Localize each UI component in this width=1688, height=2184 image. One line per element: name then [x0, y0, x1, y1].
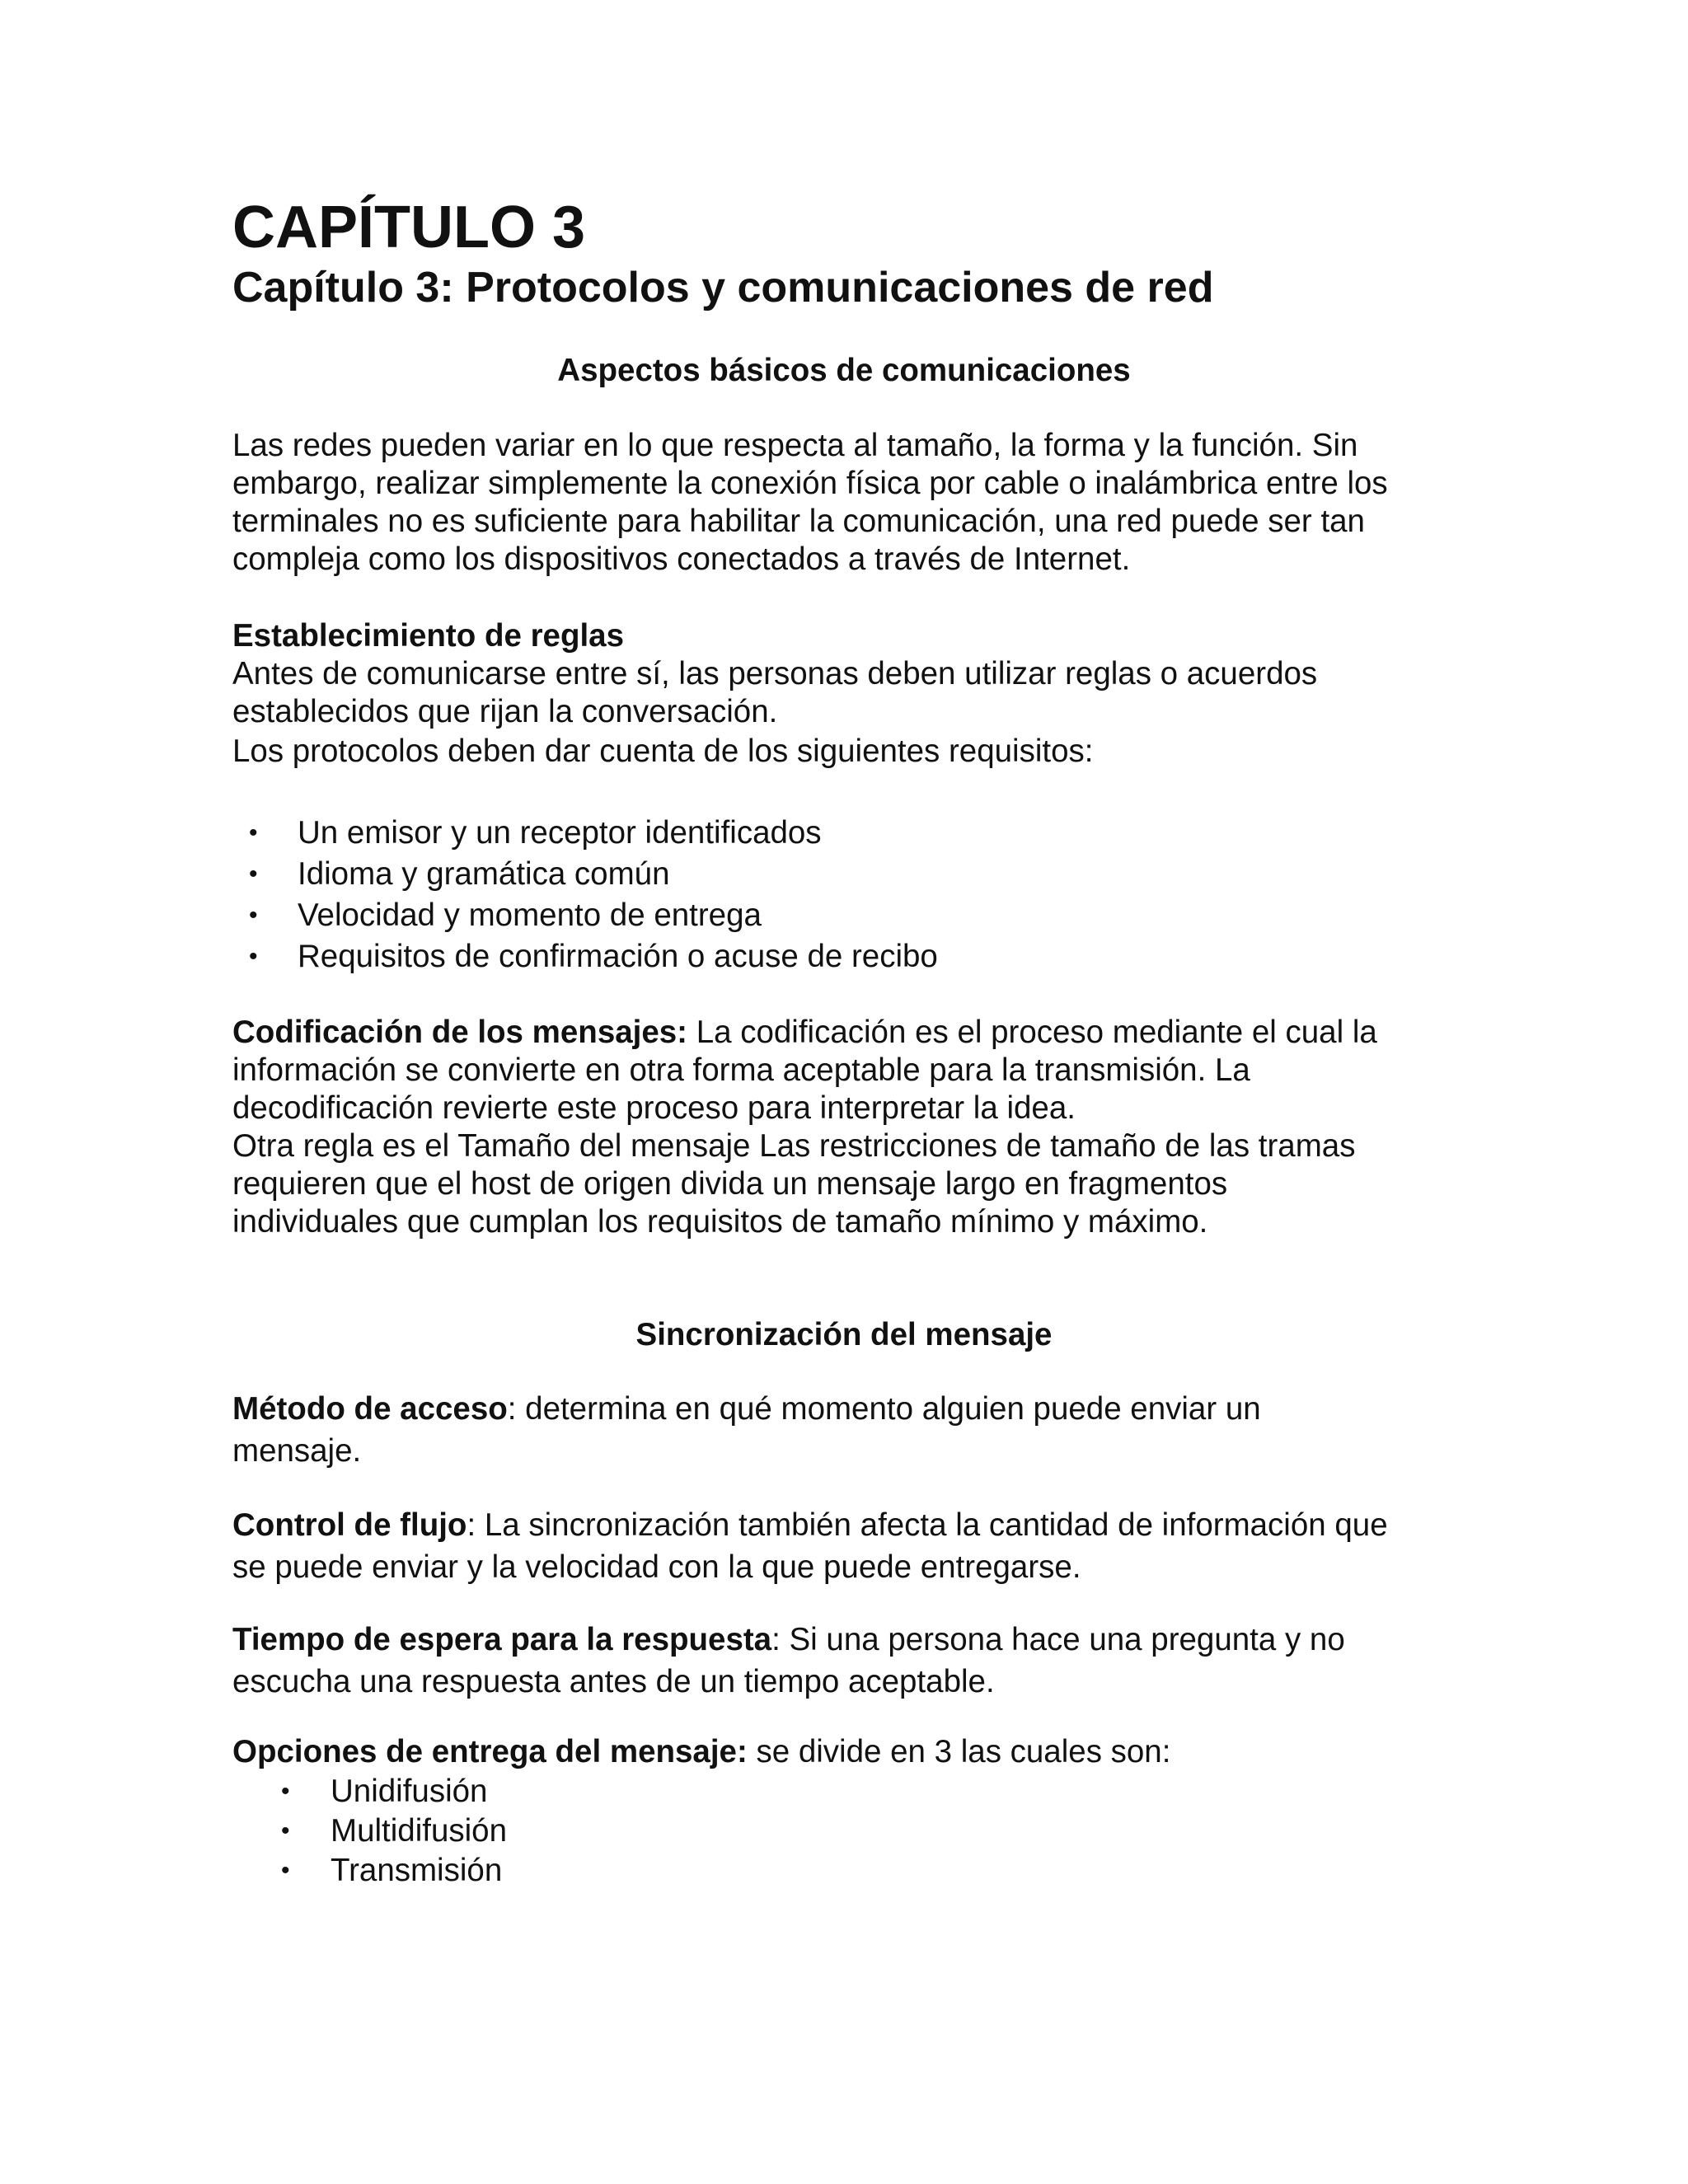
paragraph-line: terminales no es suficiente para habilitar la comunicación, una red puede ser tan — [232, 504, 1365, 539]
section-heading-basics: Aspectos básicos de comunicaciones — [557, 353, 1131, 388]
paragraph-line — [232, 1507, 1388, 1544]
paragraph-line: decodificación revierte este proceso para interpretar la idea. — [232, 1090, 1076, 1126]
paragraph-line: Las redes pueden variar en lo que respecta al tamaño, la forma y la función. Sin — [232, 428, 1358, 463]
list-item-label: Un emisor y un receptor identificados — [298, 815, 822, 851]
bullet-icon: • — [249, 860, 258, 888]
paragraph-line: compleja como los dispositivos conectados a través de Internet. — [232, 541, 1131, 577]
bullet-icon: • — [281, 1857, 290, 1884]
bullet-icon: • — [249, 902, 258, 929]
paragraph-line: Los protocolos deben dar cuenta de los siguientes requisitos: — [232, 733, 1094, 769]
rules-heading: Establecimiento de reglas — [232, 618, 625, 654]
paragraph-line — [232, 1390, 1261, 1428]
paragraph-line — [232, 1621, 1345, 1659]
paragraph-line: escucha una respuesta antes de un tiempo aceptable. — [232, 1664, 995, 1699]
chapter-title: Capítulo 3: Protocolos y comunicaciones de red — [232, 264, 1214, 312]
term-label: Codificación de los mensajes: — [232, 1015, 687, 1050]
list-item-label: Velocidad y momento de entrega — [298, 898, 762, 933]
paragraph-line — [232, 1014, 1377, 1052]
section-heading-sync: Sincronización del mensaje — [635, 1317, 1053, 1352]
paragraph-line: establecidos que rijan la conversación. — [232, 694, 778, 729]
term-label: Método de acceso — [232, 1391, 508, 1427]
term-description: se divide en 3 las cuales son: — [747, 1734, 1171, 1769]
list-item-label: Requisitos de confirmación o acuse de recibo — [298, 939, 938, 974]
term-label: Tiempo de espera para la respuesta — [232, 1622, 772, 1657]
paragraph-line: individuales que cumplan los requisitos de tamaño mínimo y máximo. — [232, 1204, 1208, 1240]
term-description: : La sincronización también afecta la cantidad de información que — [467, 1507, 1388, 1543]
paragraph-line: requieren que el host de origen divida un mensaje largo en fragmentos — [232, 1166, 1228, 1202]
bullet-icon: • — [249, 943, 258, 970]
chapter-label: CAPÍTULO 3 — [232, 194, 586, 260]
bullet-icon: • — [249, 819, 258, 846]
paragraph-line — [232, 1733, 1170, 1771]
list-item-label: Idioma y gramática común — [298, 856, 670, 892]
paragraph-line: Otra regla es el Tamaño del mensaje Las restricciones de tamaño de las tramas — [232, 1128, 1356, 1164]
term-label: Opciones de entrega del mensaje: — [232, 1734, 748, 1769]
term-description: : determina en qué momento alguien puede enviar un — [507, 1391, 1261, 1427]
term-description: : Si una persona hace una pregunta y no — [771, 1622, 1345, 1657]
list-item-label: Multidifusión — [331, 1813, 507, 1849]
bullet-icon: • — [281, 1778, 290, 1805]
bullet-icon: • — [281, 1817, 290, 1844]
term-description: La codificación es el proceso mediante el cual la — [687, 1015, 1377, 1050]
paragraph-line: se puede enviar y la velocidad con la que puede entregarse. — [232, 1549, 1081, 1585]
paragraph-line: mensaje. — [232, 1433, 362, 1469]
paragraph-line: embargo, realizar simplemente la conexión física por cable o inalámbrica entre los — [232, 466, 1388, 501]
paragraph-line: Antes de comunicarse entre sí, las personas deben utilizar reglas o acuerdos — [232, 656, 1318, 691]
list-item-label: Transmisión — [331, 1853, 503, 1888]
term-label: Control de flujo — [232, 1507, 467, 1543]
paragraph-line: información se convierte en otra forma aceptable para la transmisión. La — [232, 1052, 1250, 1088]
list-item-label: Unidifusión — [331, 1774, 488, 1809]
